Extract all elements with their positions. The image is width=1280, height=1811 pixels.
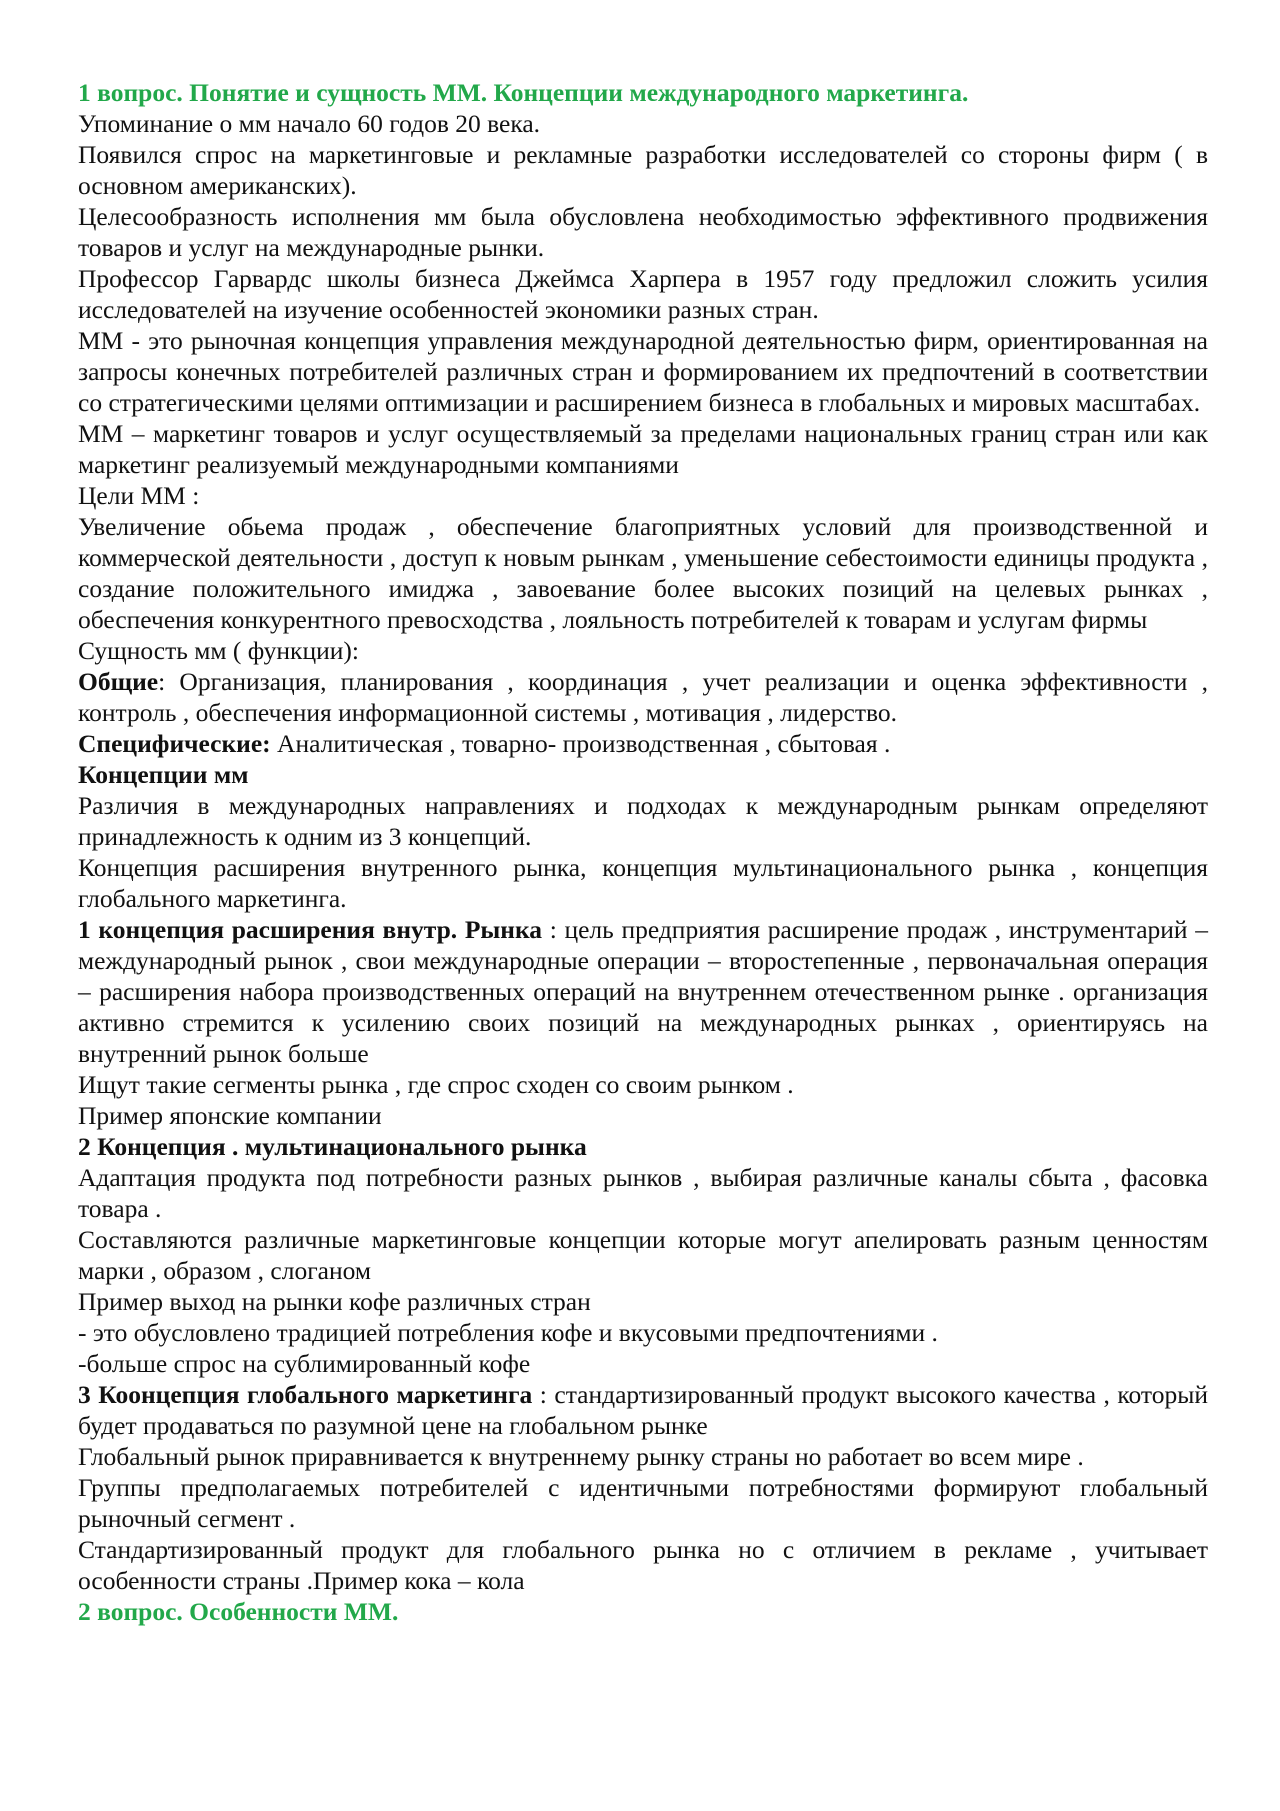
paragraph-text: : стандартизированный продукт высокого качества , который будет продаваться по разумной цене на глобальном рынке [78,1380,1208,1440]
paragraph: Пример выход на рынки кофе различных стран [78,1287,591,1316]
document-page [78,77,1208,1627]
subheading: 2 Концепция . мультинационального рынка [78,1132,587,1161]
paragraph: - это обусловлено традицией потребления кофе и вкусовыми предпочтениями . [78,1318,938,1347]
paragraph: ММ – маркетинг товаров и услуг осуществляемый за пределами национальных границ стран или как маркетинг реализуемый международными компаниями [78,419,1208,479]
paragraph-general-functions [78,666,1208,728]
paragraph-specific-functions [78,728,1208,759]
paragraph: ММ - это рыночная концепция управления международной деятельностью фирм, ориентированная на запросы конечных потребителей различных стран и формированием их предпочтений в соответствии со стратегическими целями оптимизации и расширением бизнеса в глобальных и мировых масштабах. [78,326,1208,417]
paragraph: Профессор Гарвардс школы бизнеса Джеймса Харпера в 1957 году предложил сложить усилия исследователей на изучение особенностей экономики разных стран. [78,264,1208,324]
paragraph: Упоминание о мм начало 60 годов 20 века. [78,109,541,138]
paragraph-text: : Организация, планирования , координация , учет реализации и оценка эффективности , контроль , обеспечения информационной системы , мотивация , лидерство. [78,667,1208,727]
paragraph: Ищут такие сегменты рынка , где спрос сходен со своим рынком . [78,1070,794,1099]
paragraph: Цели ММ : [78,481,200,510]
section-heading-1: 1 вопрос. Понятие и сущность ММ. Концепции международного маркетинга. [78,78,969,107]
subheading: Концепции мм [78,760,249,789]
paragraph: Адаптация продукта под потребности разных рынков , выбирая различные каналы сбыта , фасовка товара . [78,1163,1208,1223]
paragraph-concept-1 [78,914,1208,1069]
paragraph: Глобальный рынок приравнивается к внутреннему рынку страны но работает во всем мире . [78,1442,1084,1471]
paragraph: Группы предполагаемых потребителей с идентичными потребностями формируют глобальный рыночный сегмент . [78,1473,1208,1533]
bold-label: 1 концепция расширения внутр. Рынка [78,915,543,944]
paragraph: -больше спрос на сублимированный кофе [78,1349,531,1378]
paragraph-concept-3 [78,1379,1208,1441]
paragraph: Появился спрос на маркетинговые и рекламные разработки исследователей со стороны фирм ( в основном американских). [78,140,1208,200]
paragraph: Составляются различные маркетинговые концепции которые могут апелировать разным ценностям марки , образом , слоганом [78,1225,1208,1285]
section-heading-2: 2 вопрос. Особенности ММ. [78,1597,399,1626]
paragraph: Концепция расширения внутренного рынка, концепция мультинационального рынка , концепция глобального маркетинга. [78,853,1208,913]
paragraph: Пример японские компании [78,1101,382,1130]
paragraph: Увеличение обьема продаж , обеспечение благоприятных условий для производственной и коммерческой деятельности , доступ к новым рынкам , уменьшение себестоимости единицы продукта , создание положительного имиджа , завоевание более высоких позиций на целевых рынках , обеспечения конкурентного превосходства , лояльность потребителей к товарам и услугам фирмы [78,512,1208,634]
bold-label: Специфические: [78,729,271,758]
paragraph: Сущность мм ( функции): [78,636,359,665]
bold-label: Общие [78,667,159,696]
bold-label: 3 Коонцепция глобального маркетинга [78,1380,533,1409]
paragraph-text: : цель предприятия расширение продаж , инструментарий – международный рынок , свои международные операции – второстепенные , первоначальная операция – расширения набора производственных операций на внутреннем отечественном рынке . организация активно стремится к усилению своих позиций на международных рынках , ориентируясь на внутренний рынок больше [78,915,1208,1068]
paragraph: Целесообразность исполнения мм была обусловлена необходимостью эффективного продвижения товаров и услуг на международные рынки. [78,202,1208,262]
paragraph-text: Аналитическая , товарно- производственная , сбытовая . [270,729,891,758]
paragraph: Различия в международных направлениях и подходах к международным рынкам определяют принадлежность к одним из 3 концепций. [78,791,1208,851]
paragraph: Стандартизированный продукт для глобального рынка но с отличием в рекламе , учитывает особенности страны .Пример кока – кола [78,1535,1208,1595]
